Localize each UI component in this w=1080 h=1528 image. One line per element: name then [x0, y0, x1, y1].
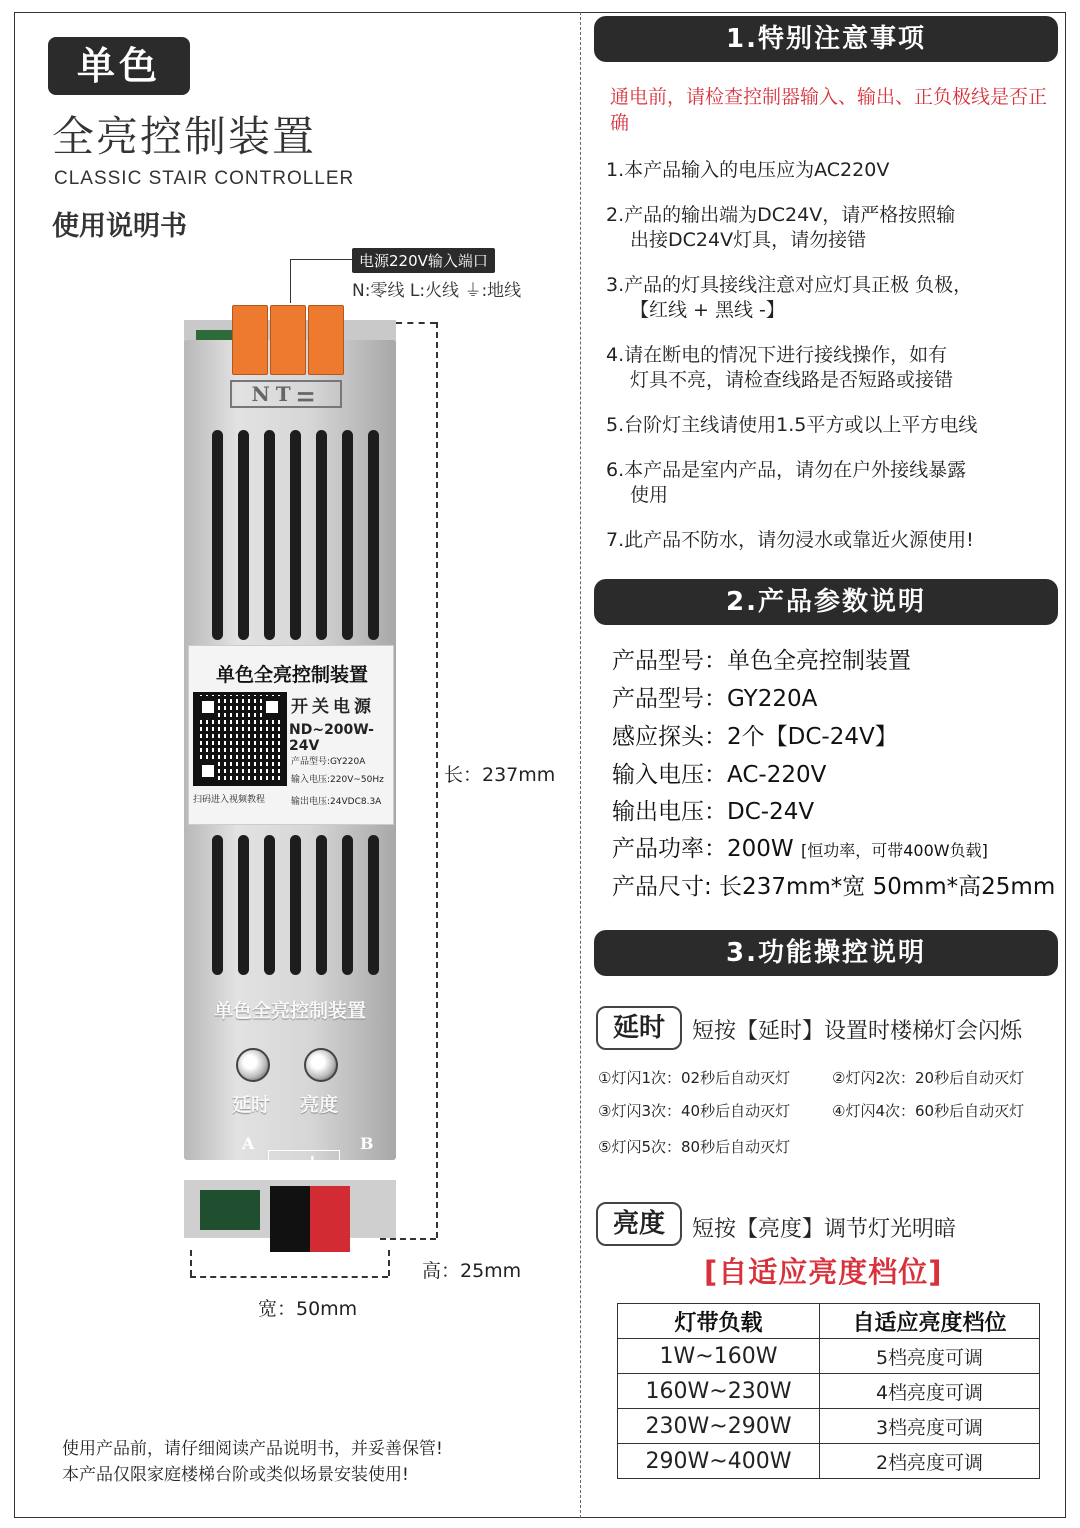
param-text: 输入电压：AC-220V [612, 762, 827, 788]
param-text: 产品功率：200W [612, 836, 794, 862]
table-cell-level: 5档亮度可调 [820, 1339, 1040, 1374]
dimension-height: 高：25mm [422, 1260, 522, 1282]
table-row [618, 1409, 1040, 1444]
blink-item: ①灯闪1次：02秒后自动灭灯 [598, 1069, 791, 1087]
positive-wire [310, 1186, 350, 1252]
qr-finder [262, 697, 282, 717]
dimension-line [380, 1238, 436, 1240]
vent-slot [342, 835, 353, 975]
vent-slot [212, 835, 223, 975]
sticker-scan-text: 扫码进入视频教程 [193, 795, 266, 805]
param-text: 产品型号：GY220A [612, 686, 818, 712]
param-text: 感应探头：2个【DC-24V】 [612, 724, 898, 750]
delay-knob [236, 1048, 270, 1082]
note-item [606, 458, 1062, 508]
dimension-line [396, 322, 436, 324]
table-row [618, 1374, 1040, 1409]
section-heading-params: 2.产品参数说明 [594, 579, 1058, 625]
input-port-description: N:零线 L:火线 ⏚:地线 [352, 281, 522, 301]
vent-slot [238, 430, 249, 640]
warning-text: 通电前，请检查控制器输入、输出、正负极线是否正确 [610, 86, 1048, 134]
param-row [612, 830, 988, 863]
brightness-description: 短按【亮度】调节灯光明暗 [692, 1217, 957, 1242]
table-header-load: 灯带负载 [618, 1304, 820, 1339]
blink-item: ④灯闪4次：60秒后自动灭灯 [832, 1102, 1025, 1120]
param-row [612, 718, 898, 751]
table-row [618, 1444, 1040, 1479]
dimension-line [190, 1276, 388, 1278]
sticker-line: 产品型号:GY220A [291, 757, 366, 767]
table-cell-level: 4档亮度可调 [820, 1374, 1040, 1409]
table-cell-load: 230W~290W [618, 1409, 820, 1444]
param-text: 输出电压：DC-24V [612, 799, 815, 825]
port-a-label: A [242, 1134, 255, 1153]
table-cell-load: 160W~230W [618, 1374, 820, 1409]
vent-slot [342, 430, 353, 640]
vent-slot [316, 835, 327, 975]
negative-wire [270, 1186, 310, 1252]
color-badge: 单色 [48, 37, 190, 95]
note-item-line: 6.本产品是室内产品，请勿在户外接线暴露 [606, 459, 967, 481]
table-cell-level: 3档亮度可调 [820, 1409, 1040, 1444]
note-item [606, 343, 1062, 393]
vent-slot [290, 835, 301, 975]
vent-slot [368, 835, 379, 975]
note-item-line: 5.台阶灯主线请使用1.5平方或以上平方电线 [606, 414, 978, 436]
sticker-line: 输入电压:220V~50Hz [291, 775, 384, 785]
dimension-line [388, 1250, 390, 1276]
terminal-n [232, 305, 268, 375]
section-heading-notes: 1.特别注意事项 [594, 16, 1058, 62]
dimension-width: 宽：50mm [258, 1298, 358, 1320]
brightness-knob [304, 1048, 338, 1082]
sticker-line: 输出电压:24VDC8.3A [291, 797, 382, 807]
table-row [618, 1339, 1040, 1374]
adaptive-brightness-title: [自适应亮度档位] [704, 1255, 943, 1289]
usage-note: 使用产品前，请仔细阅读产品说明书，并妥善保管! [62, 1439, 443, 1459]
table-cell-level: 2档亮度可调 [820, 1444, 1040, 1479]
qr-finder [198, 697, 218, 717]
brand-logo: NT⚌ [230, 380, 342, 408]
param-text: 产品尺寸: 长237mm*宽 50mm*高25mm [612, 874, 1056, 900]
blink-item: ⑤灯闪5次：80秒后自动灭灯 [598, 1138, 791, 1156]
param-row [612, 680, 817, 713]
table-header-row [618, 1304, 1040, 1339]
dimension-line [436, 322, 438, 1238]
note-item [606, 528, 1062, 553]
dimension-length: 长：237mm [444, 764, 556, 786]
note-item-line: 3.产品的灯具接线注意对应灯具正极 负极， [606, 274, 973, 296]
note-item [606, 158, 1062, 183]
vent-slot [264, 835, 275, 975]
param-text: 产品型号：单色全亮控制装置 [612, 648, 911, 674]
port-b-label: B [360, 1134, 374, 1153]
param-row [612, 642, 911, 675]
terminal-l [270, 305, 306, 375]
note-item-line: 7.此产品不防水，请勿浸水或靠近火源使用! [606, 529, 974, 551]
note-item [606, 273, 1062, 323]
table-cell-load: 1W~160W [618, 1339, 820, 1374]
brightness-knob-label: 亮度 [300, 1094, 339, 1116]
vent-slot [264, 430, 275, 640]
param-note: [恒功率，可带400W负载] [800, 841, 988, 860]
note-item-line: 1.本产品输入的电压应为AC220V [606, 159, 890, 181]
note-item-line: 使用 [630, 484, 669, 506]
sticker-title: 单色全亮控制装置 [215, 664, 368, 686]
product-title: 全亮控制装置 [52, 112, 317, 161]
note-item [606, 413, 1062, 438]
note-item [606, 203, 1062, 253]
port-leader-line-vertical [290, 259, 291, 303]
delay-knob-label: 延时 [232, 1094, 271, 1116]
param-row [612, 756, 826, 789]
table-header-level: 自适应亮度档位 [820, 1304, 1040, 1339]
brightness-tag: 亮度 [596, 1202, 682, 1246]
note-item-line: 2.产品的输出端为DC24V，请严格按照输 [606, 204, 956, 226]
blink-item: ②灯闪2次：20秒后自动灭灯 [832, 1069, 1025, 1087]
vent-slot [368, 430, 379, 640]
delay-description: 短按【延时】设置时楼梯灯会闪烁 [692, 1019, 1023, 1044]
input-port-label: 电源220V输入端口 [352, 248, 495, 273]
polarity-marker: −+ [268, 1150, 340, 1176]
vent-slot [290, 430, 301, 640]
device-pcb-bottom [200, 1190, 260, 1230]
terminal-ground [308, 305, 344, 375]
sticker-model: ND~200W-24V [289, 722, 374, 754]
param-row [612, 868, 1055, 901]
note-item-line: 【红线 + 黑线 -】 [630, 299, 785, 321]
note-item-line: 出接DC24V灯具，请勿接错 [630, 229, 867, 251]
blink-item: ③灯闪3次：40秒后自动灭灯 [598, 1102, 791, 1120]
brightness-table [617, 1303, 1040, 1479]
table-cell-load: 290W~400W [618, 1444, 820, 1479]
section-heading-functions: 3.功能操控说明 [594, 930, 1058, 976]
delay-tag: 延时 [596, 1006, 682, 1050]
embossed-title: 单色全亮控制装置 [213, 1000, 366, 1022]
product-label-sticker [188, 645, 394, 825]
vent-slot [316, 430, 327, 640]
param-row [612, 793, 814, 826]
note-item-line: 4.请在断电的情况下进行接线操作，如有 [606, 344, 948, 366]
product-subtitle-en: CLASSIC STAIR CONTROLLER [54, 168, 355, 189]
dimension-line [190, 1250, 192, 1276]
qr-code-icon [193, 692, 287, 786]
sticker-switch-text: 开关电源 [291, 697, 375, 717]
qr-finder [198, 761, 218, 781]
vent-slot [238, 835, 249, 975]
manual-label: 使用说明书 [52, 211, 187, 242]
usage-note: 本产品仅限家庭楼梯台阶或类似场景安装使用! [62, 1465, 409, 1485]
column-divider [580, 12, 581, 1518]
vent-slot [212, 430, 223, 640]
note-item-line: 灯具不亮，请检查线路是否短路或接错 [630, 369, 954, 391]
port-leader-line [290, 259, 352, 260]
